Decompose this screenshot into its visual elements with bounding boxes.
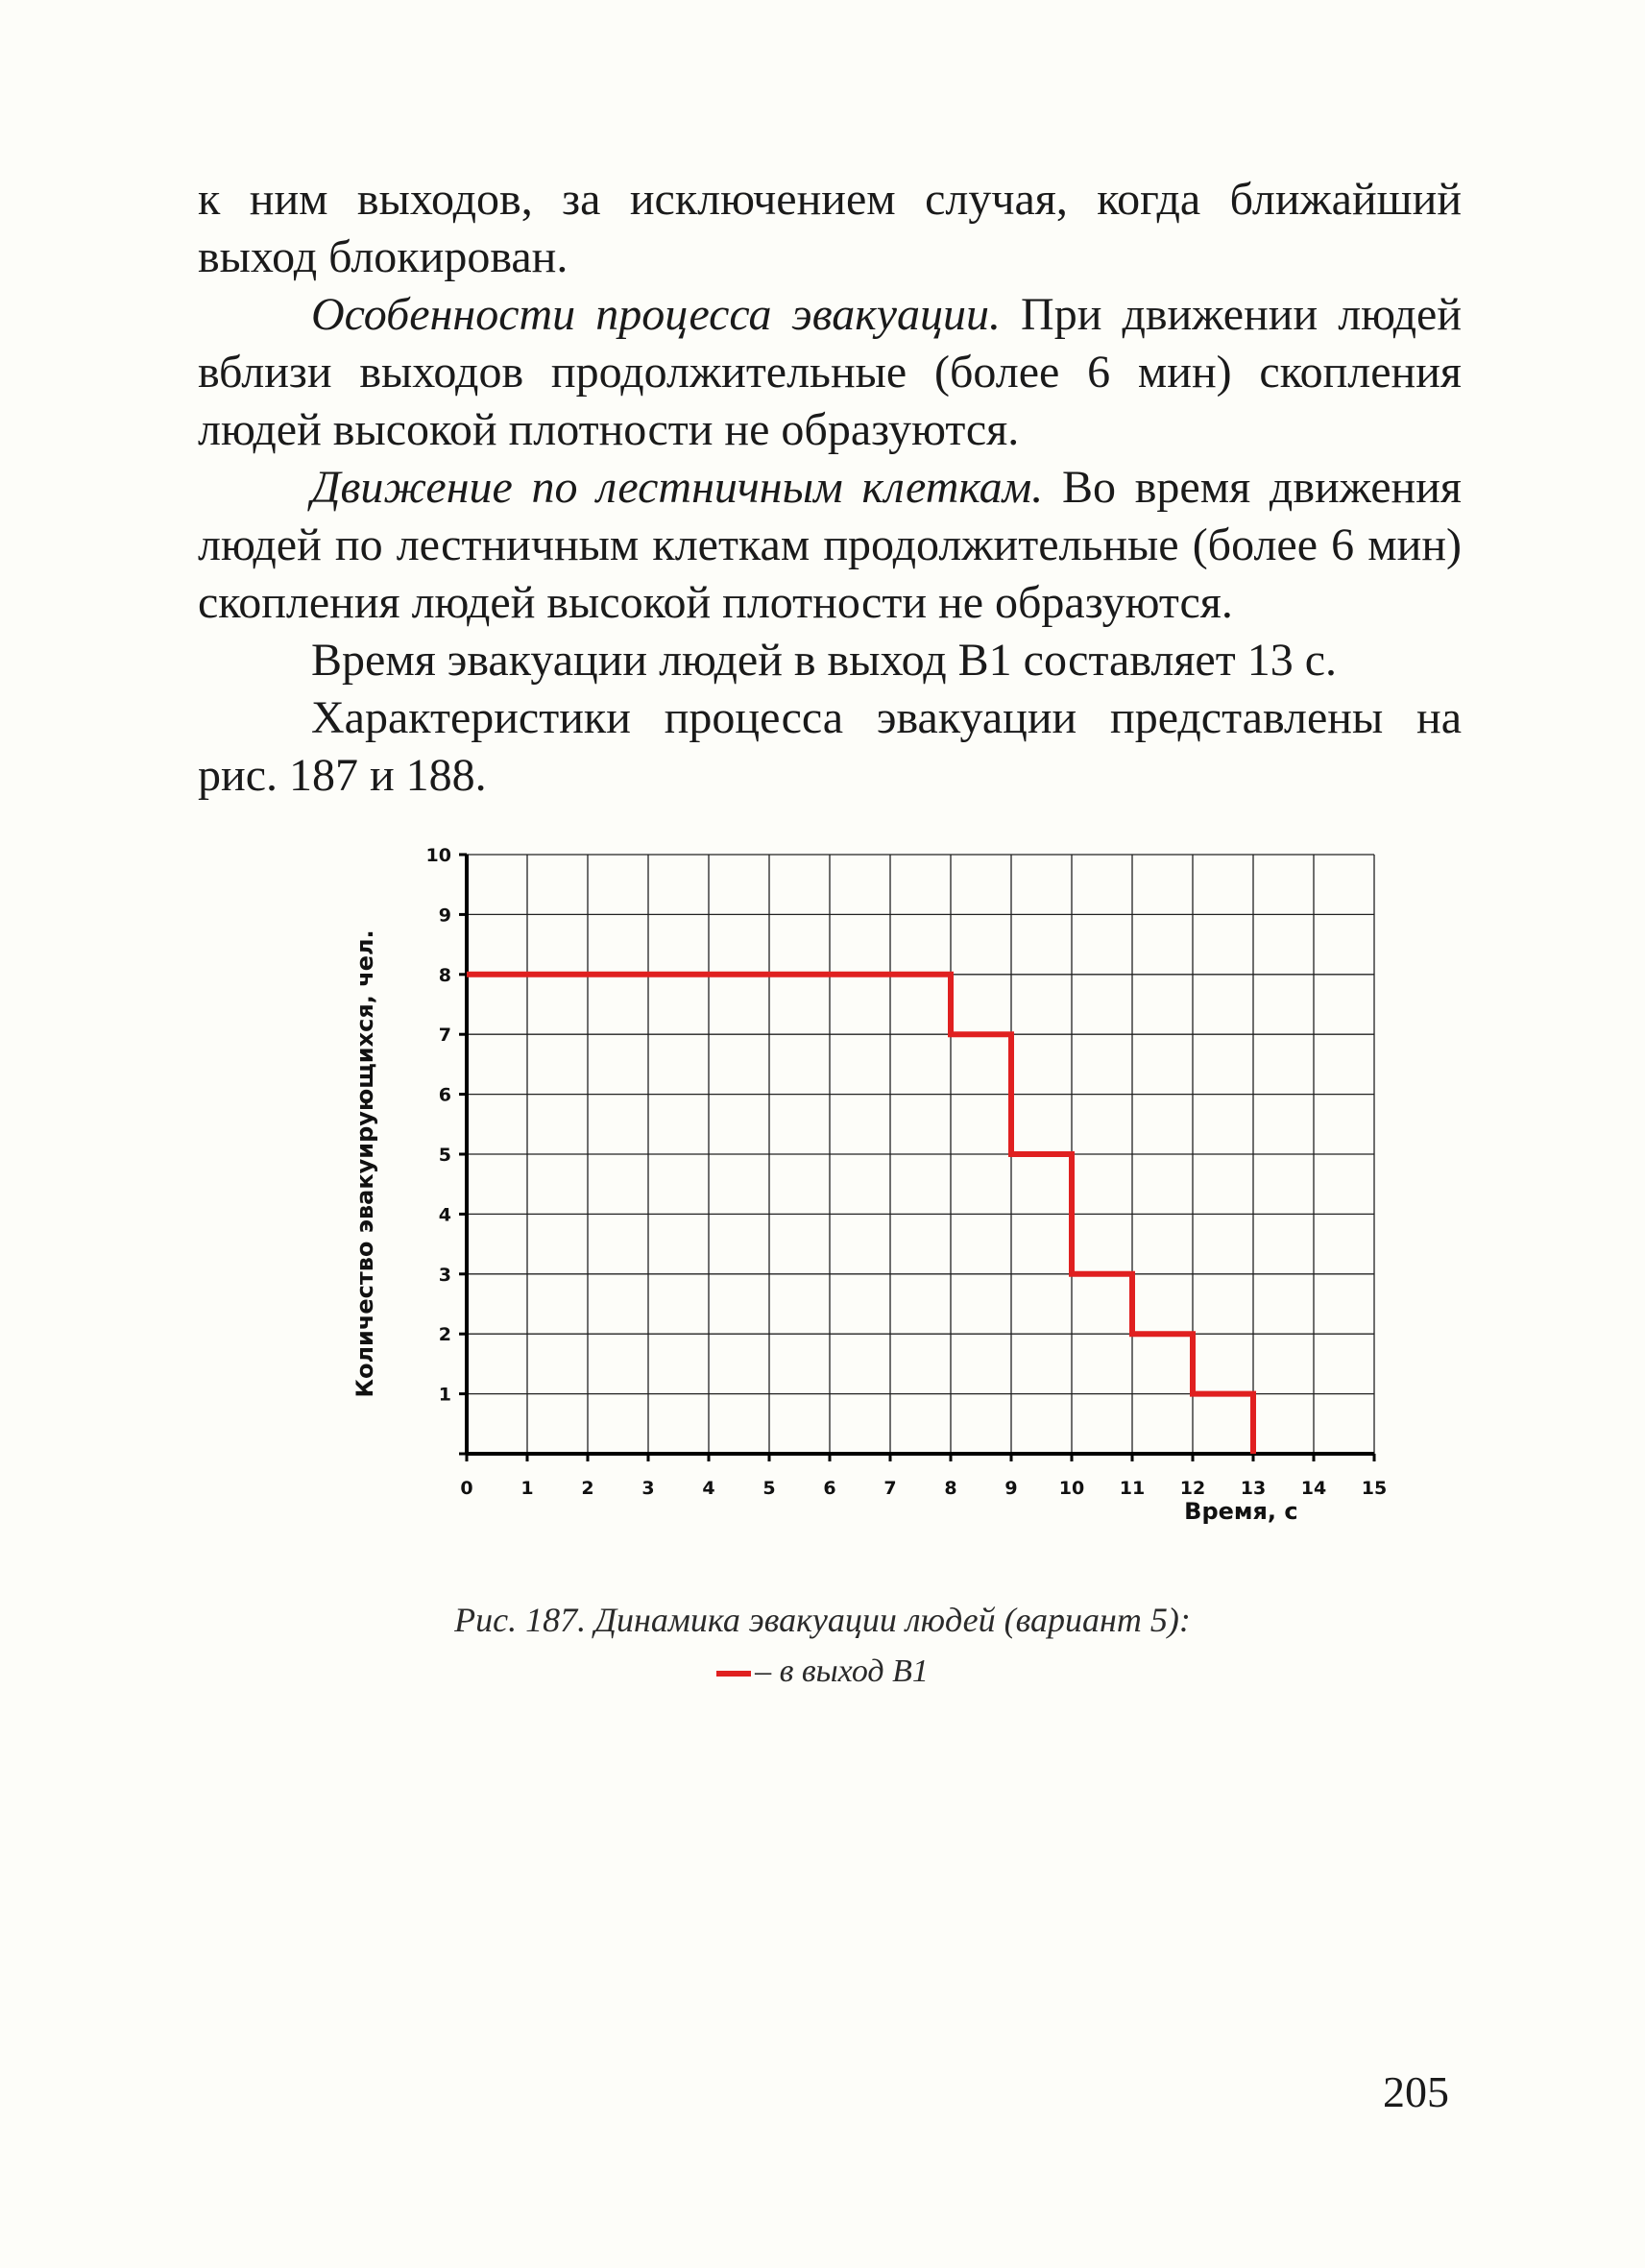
x-tick-label: 1 [520, 1478, 534, 1499]
legend-text: – в выход В1 [755, 1653, 929, 1689]
x-tick-label: 15 [1361, 1478, 1388, 1499]
paragraph-2 [198, 286, 1462, 459]
paragraph-4-text: Время эвакуации людей в выход В1 составляет 13 с. [311, 635, 1337, 686]
paragraph-3-heading: Движение по лестничным клеткам. [311, 462, 1044, 513]
x-tick-label: 12 [1179, 1478, 1206, 1499]
chart-tick-labels [426, 845, 1388, 1499]
x-tick-label: 4 [702, 1478, 715, 1499]
paragraph-3-text: Во время движения людей по лестничным клеткам продолжительные (более 6 мин) скопления людей высокой плотности не образуются. [198, 462, 1462, 628]
paragraph-4 [198, 632, 1462, 689]
y-tick-label: 10 [425, 845, 451, 866]
y-tick-label: 5 [438, 1145, 451, 1166]
paragraph-1-text: к ним выходов, за исключением случая, когда ближайший выход блокирован. [198, 174, 1462, 282]
x-tick-label: 14 [1300, 1478, 1327, 1499]
paragraph-5 [198, 689, 1462, 805]
y-tick-label: 6 [438, 1084, 451, 1106]
evacuation-chart [327, 826, 1421, 1556]
paragraph-3 [198, 459, 1462, 632]
y-tick-label: 3 [438, 1264, 451, 1286]
x-tick-label: 2 [581, 1478, 594, 1499]
paragraph-2-heading: Особенности процесса эвакуации. [311, 289, 1001, 340]
body-text [198, 171, 1462, 805]
x-tick-label: 13 [1240, 1478, 1267, 1499]
y-tick-label: 4 [438, 1204, 451, 1226]
y-tick-label: 1 [438, 1384, 451, 1406]
x-tick-label: 0 [460, 1478, 473, 1499]
y-tick-label: 8 [438, 964, 451, 986]
y-tick-label: 9 [438, 905, 451, 927]
paragraph-1 [198, 171, 1462, 286]
x-tick-label: 11 [1119, 1478, 1146, 1499]
x-tick-label: 8 [944, 1478, 957, 1499]
x-tick-label: 10 [1058, 1478, 1085, 1499]
paragraph-2-text: При движении людей вблизи выходов продолжительные (более 6 мин) скопления людей высокой плотности не образуются. [198, 289, 1463, 455]
x-tick-label: 5 [762, 1478, 776, 1499]
legend-swatch-red [716, 1671, 751, 1677]
y-axis-label: Количество эвакуирующихся, чел. [351, 929, 378, 1398]
page-number: 205 [1383, 2067, 1449, 2116]
paragraph-5-text: Характеристики процесса эвакуации представлены на рис. 187 и 188. [198, 692, 1462, 801]
x-tick-label: 6 [823, 1478, 836, 1499]
chart-grid [467, 855, 1374, 1454]
x-tick-label: 7 [883, 1478, 897, 1499]
x-tick-label: 3 [641, 1478, 655, 1499]
x-axis-label: Время, с [1184, 1498, 1298, 1525]
y-tick-label: 7 [438, 1025, 451, 1047]
x-tick-label: 9 [1004, 1478, 1018, 1499]
chart-axes [459, 855, 1374, 1461]
figure-caption: Рис. 187. Динамика эвакуации людей (вариант 5): [454, 1601, 1191, 1639]
figure-legend [0, 1653, 1645, 1690]
y-tick-label: 2 [438, 1324, 451, 1346]
